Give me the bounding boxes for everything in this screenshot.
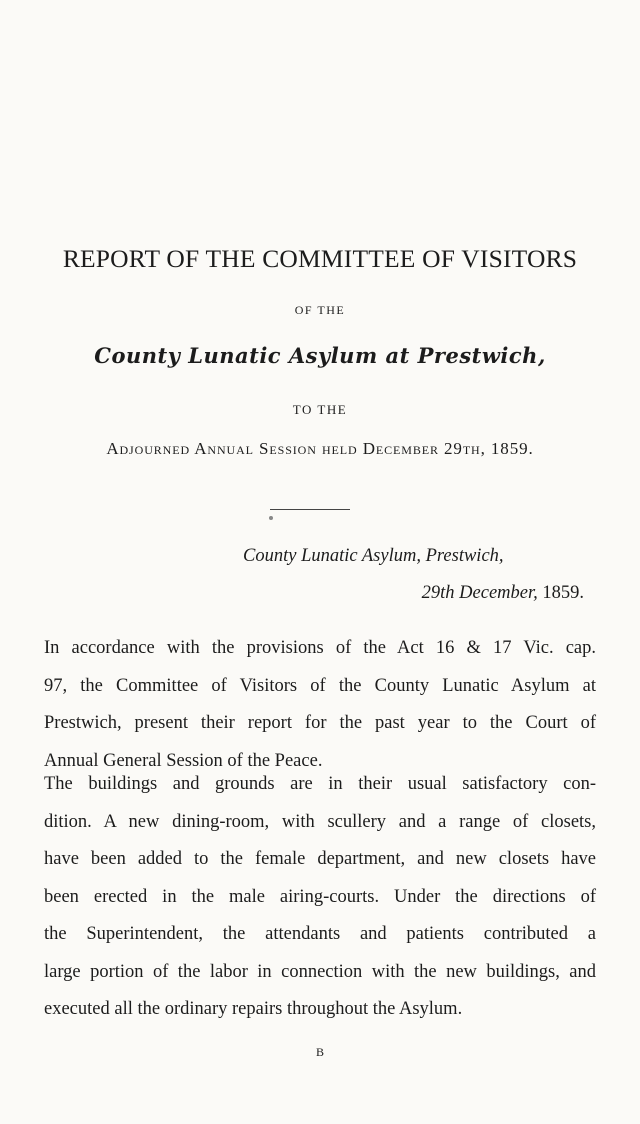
- paragraph-line: Annual General Session of the Peace.: [44, 750, 323, 771]
- institution-name: County Lunatic Asylum at Prestwich,: [94, 343, 546, 368]
- session-year: , 1859.: [480, 439, 534, 458]
- section-divider: [270, 509, 350, 510]
- paragraph-line: Prestwich, present their report for the past year to the Court of: [44, 713, 596, 733]
- report-title: REPORT OF THE COMMITTEE OF VISITORS: [62, 244, 578, 273]
- dateline-day: 29th December,: [421, 583, 538, 603]
- paragraph-line: been erected in the male airing-courts. Under the directions of: [44, 886, 596, 907]
- dateline-date: [422, 583, 584, 604]
- paragraph-line: the Superintendent, the attendants and patients contributed a: [44, 924, 596, 944]
- paragraph-line: 97, the Committee of Visitors of the County Lunatic Asylum at: [44, 675, 596, 696]
- paragraph-line: The buildings and grounds are in their usual satisfactory con-: [44, 774, 596, 794]
- ink-speck: [269, 516, 273, 520]
- signature-mark: B: [315, 1045, 324, 1059]
- of-the-label: OF THE: [294, 303, 346, 317]
- session-ordinal: th: [462, 439, 481, 458]
- session-prefix: Adjourned Annual Session held December 29: [106, 439, 463, 458]
- dateline-year: 1859.: [542, 583, 584, 603]
- paragraph-line: executed all the ordinary repairs throughout the Asylum.: [44, 999, 463, 1019]
- dateline-place: County Lunatic Asylum, Prestwich,: [243, 546, 504, 566]
- paragraph-1: [44, 630, 596, 780]
- paragraph-2: [44, 766, 596, 1029]
- paragraph-line: dition. A new dining-room, with scullery and a range of closets,: [44, 811, 596, 832]
- paragraph-line: In accordance with the provisions of the Act 16 & 17 Vic. cap.: [44, 638, 596, 658]
- to-the-label: TO THE: [292, 402, 348, 417]
- session-line: [0, 439, 640, 459]
- paragraph-line: have been added to the female department, and new closets have: [44, 849, 596, 869]
- paragraph-line: large portion of the labor in connection with the new buildings, and: [44, 961, 596, 982]
